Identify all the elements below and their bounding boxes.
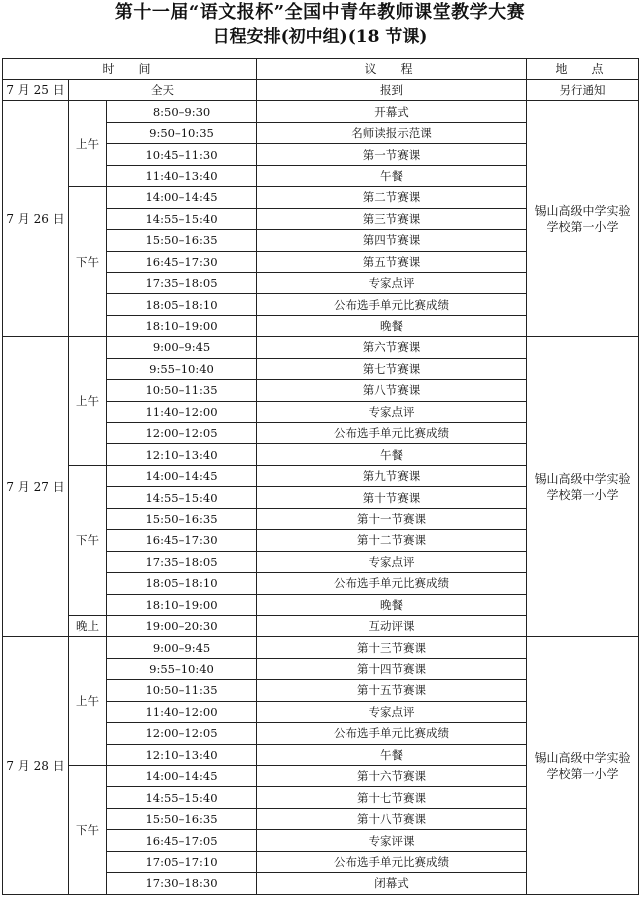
agenda-cell: 晚餐 bbox=[257, 594, 527, 615]
time-cell: 14:55–15:40 bbox=[107, 487, 257, 508]
agenda-cell: 第十一节赛课 bbox=[257, 508, 527, 529]
agenda-cell: 第三节赛课 bbox=[257, 208, 527, 229]
agenda-cell: 公布选手单元比赛成绩 bbox=[257, 573, 527, 594]
header-row bbox=[3, 59, 639, 80]
date-cell: 7 月 26 日 bbox=[3, 101, 69, 337]
agenda-cell: 公布选手单元比赛成绩 bbox=[257, 423, 527, 444]
period-cell: 晚上 bbox=[69, 615, 107, 636]
agenda-cell: 午餐 bbox=[257, 165, 527, 186]
time-cell: 12:10–13:40 bbox=[107, 744, 257, 765]
agenda-cell: 闭幕式 bbox=[257, 873, 527, 894]
time-cell: 10:45–11:30 bbox=[107, 144, 257, 165]
agenda-cell: 报到 bbox=[257, 80, 527, 101]
agenda-cell: 第十四节赛课 bbox=[257, 658, 527, 679]
agenda-cell: 晚餐 bbox=[257, 315, 527, 336]
table-row bbox=[3, 101, 639, 122]
page-subtitle: 日程安排(初中组)(18 节课) bbox=[212, 27, 428, 47]
agenda-cell: 第一节赛课 bbox=[257, 144, 527, 165]
table-row bbox=[3, 80, 639, 101]
agenda-cell: 公布选手单元比赛成绩 bbox=[257, 294, 527, 315]
time-cell: 12:00–12:05 bbox=[107, 723, 257, 744]
time-cell: 12:00–12:05 bbox=[107, 423, 257, 444]
time-cell: 10:50–11:35 bbox=[107, 680, 257, 701]
time-cell: 16:45–17:30 bbox=[107, 251, 257, 272]
agenda-cell: 专家点评 bbox=[257, 701, 527, 722]
agenda-cell: 第十八节赛课 bbox=[257, 808, 527, 829]
agenda-cell: 第七节赛课 bbox=[257, 358, 527, 379]
agenda-cell: 公布选手单元比赛成绩 bbox=[257, 723, 527, 744]
table-row bbox=[3, 337, 639, 358]
table-row bbox=[3, 637, 639, 658]
agenda-cell: 互动评课 bbox=[257, 615, 527, 636]
agenda-cell: 第四节赛课 bbox=[257, 230, 527, 251]
time-cell: 11:40–12:00 bbox=[107, 701, 257, 722]
agenda-cell: 第十三节赛课 bbox=[257, 637, 527, 658]
time-cell: 15:50–16:35 bbox=[107, 230, 257, 251]
time-cell: 9:00–9:45 bbox=[107, 337, 257, 358]
agenda-cell: 第十七节赛课 bbox=[257, 787, 527, 808]
time-cell: 11:40–12:00 bbox=[107, 401, 257, 422]
time-cell: 9:50–10:35 bbox=[107, 122, 257, 143]
time-cell: 12:10–13:40 bbox=[107, 444, 257, 465]
agenda-cell: 第五节赛课 bbox=[257, 251, 527, 272]
date-cell: 7 月 25 日 bbox=[3, 80, 69, 101]
agenda-cell: 午餐 bbox=[257, 744, 527, 765]
time-cell: 17:35–18:05 bbox=[107, 551, 257, 572]
time-cell: 9:00–9:45 bbox=[107, 637, 257, 658]
location-cell: 另行通知 bbox=[527, 80, 639, 101]
page-title: 第十一届“语文报杯”全国中青年教师课堂教学大赛 bbox=[114, 2, 526, 23]
location-cell: 锡山高级中学实验学校第一小学 bbox=[527, 337, 639, 637]
header-location: 地 点 bbox=[527, 59, 639, 80]
agenda-cell: 专家点评 bbox=[257, 401, 527, 422]
agenda-cell: 第二节赛课 bbox=[257, 187, 527, 208]
agenda-cell: 公布选手单元比赛成绩 bbox=[257, 851, 527, 872]
period-cell: 上午 bbox=[69, 101, 107, 187]
agenda-cell: 名师读报示范课 bbox=[257, 122, 527, 143]
agenda-cell: 第八节赛课 bbox=[257, 380, 527, 401]
time-cell: 全天 bbox=[69, 80, 257, 101]
time-cell: 17:35–18:05 bbox=[107, 272, 257, 293]
time-cell: 17:05–17:10 bbox=[107, 851, 257, 872]
time-cell: 17:30–18:30 bbox=[107, 873, 257, 894]
location-cell: 锡山高级中学实验学校第一小学 bbox=[527, 101, 639, 337]
time-cell: 19:00–20:30 bbox=[107, 615, 257, 636]
time-cell: 14:00–14:45 bbox=[107, 766, 257, 787]
header-agenda: 议 程 bbox=[257, 59, 527, 80]
period-cell: 上午 bbox=[69, 337, 107, 466]
agenda-cell: 午餐 bbox=[257, 444, 527, 465]
date-cell: 7 月 27 日 bbox=[3, 337, 69, 637]
agenda-cell: 第十节赛课 bbox=[257, 487, 527, 508]
time-cell: 11:40–13:40 bbox=[107, 165, 257, 186]
schedule-table bbox=[2, 58, 639, 895]
time-cell: 16:45–17:05 bbox=[107, 830, 257, 851]
time-cell: 10:50–11:35 bbox=[107, 380, 257, 401]
agenda-cell: 第十五节赛课 bbox=[257, 680, 527, 701]
date-cell: 7 月 28 日 bbox=[3, 637, 69, 894]
time-cell: 16:45–17:30 bbox=[107, 530, 257, 551]
agenda-cell: 第九节赛课 bbox=[257, 465, 527, 486]
time-cell: 18:05–18:10 bbox=[107, 573, 257, 594]
time-cell: 14:55–15:40 bbox=[107, 208, 257, 229]
header-time: 时 间 bbox=[3, 59, 257, 80]
time-cell: 14:00–14:45 bbox=[107, 465, 257, 486]
time-cell: 15:50–16:35 bbox=[107, 508, 257, 529]
agenda-cell: 第十二节赛课 bbox=[257, 530, 527, 551]
time-cell: 9:55–10:40 bbox=[107, 358, 257, 379]
agenda-cell: 第十六节赛课 bbox=[257, 766, 527, 787]
title-block bbox=[0, 2, 640, 48]
period-cell: 下午 bbox=[69, 766, 107, 895]
agenda-cell: 专家评课 bbox=[257, 830, 527, 851]
time-cell: 18:10–19:00 bbox=[107, 594, 257, 615]
time-cell: 18:05–18:10 bbox=[107, 294, 257, 315]
agenda-cell: 专家点评 bbox=[257, 551, 527, 572]
period-cell: 上午 bbox=[69, 637, 107, 766]
time-cell: 18:10–19:00 bbox=[107, 315, 257, 336]
time-cell: 14:00–14:45 bbox=[107, 187, 257, 208]
period-cell: 下午 bbox=[69, 187, 107, 337]
agenda-cell: 开幕式 bbox=[257, 101, 527, 122]
time-cell: 8:50–9:30 bbox=[107, 101, 257, 122]
agenda-cell: 第六节赛课 bbox=[257, 337, 527, 358]
time-cell: 9:55–10:40 bbox=[107, 658, 257, 679]
agenda-cell: 专家点评 bbox=[257, 272, 527, 293]
time-cell: 15:50–16:35 bbox=[107, 808, 257, 829]
period-cell: 下午 bbox=[69, 465, 107, 615]
location-cell: 锡山高级中学实验学校第一小学 bbox=[527, 637, 639, 894]
time-cell: 14:55–15:40 bbox=[107, 787, 257, 808]
